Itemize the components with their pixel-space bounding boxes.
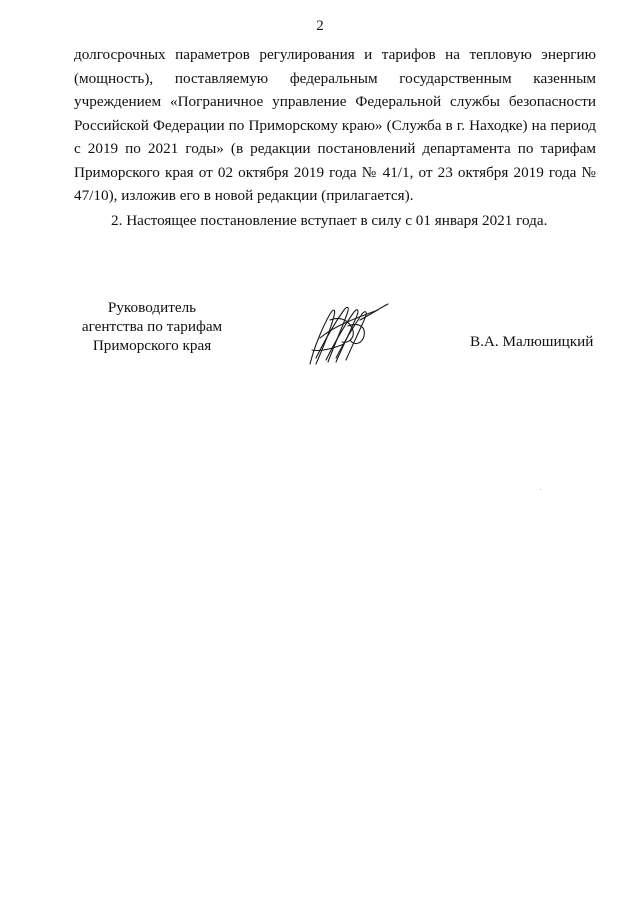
handwritten-signature — [300, 298, 392, 370]
scan-speck — [540, 489, 541, 490]
signatory-title — [72, 298, 232, 355]
paragraph-continuation: долгосрочных параметров регулирования и тарифов на тепловую энергию (мощность), поставляемую федеральным государственным казенным учреждением «Пограничное управление Федеральной службы безопасности Российской Федерации по Приморскому краю» (Служба в г. Находке) на период с 2019 по 2021 годы» (в редакции постановлений департамента по тарифам Приморского края от 02 октября 2019 года № 41/1, от 23 октября 2019 года № 47/10), изложив его в новой редакции (прилагается). — [74, 46, 596, 204]
document-body — [74, 43, 596, 232]
signatory-title-line-1: Руководитель — [107, 299, 197, 316]
paragraph-item-2: 2. Настоящее постановление вступает в силу с 01 января 2021 года. — [111, 211, 548, 229]
signatory-title-line-2: агентства по тарифам — [81, 318, 223, 335]
signatory-title-line-3: Приморского края — [92, 337, 212, 354]
page-number: 2 — [316, 18, 324, 34]
signer-name: В.А. Малюшицкий — [470, 333, 594, 350]
